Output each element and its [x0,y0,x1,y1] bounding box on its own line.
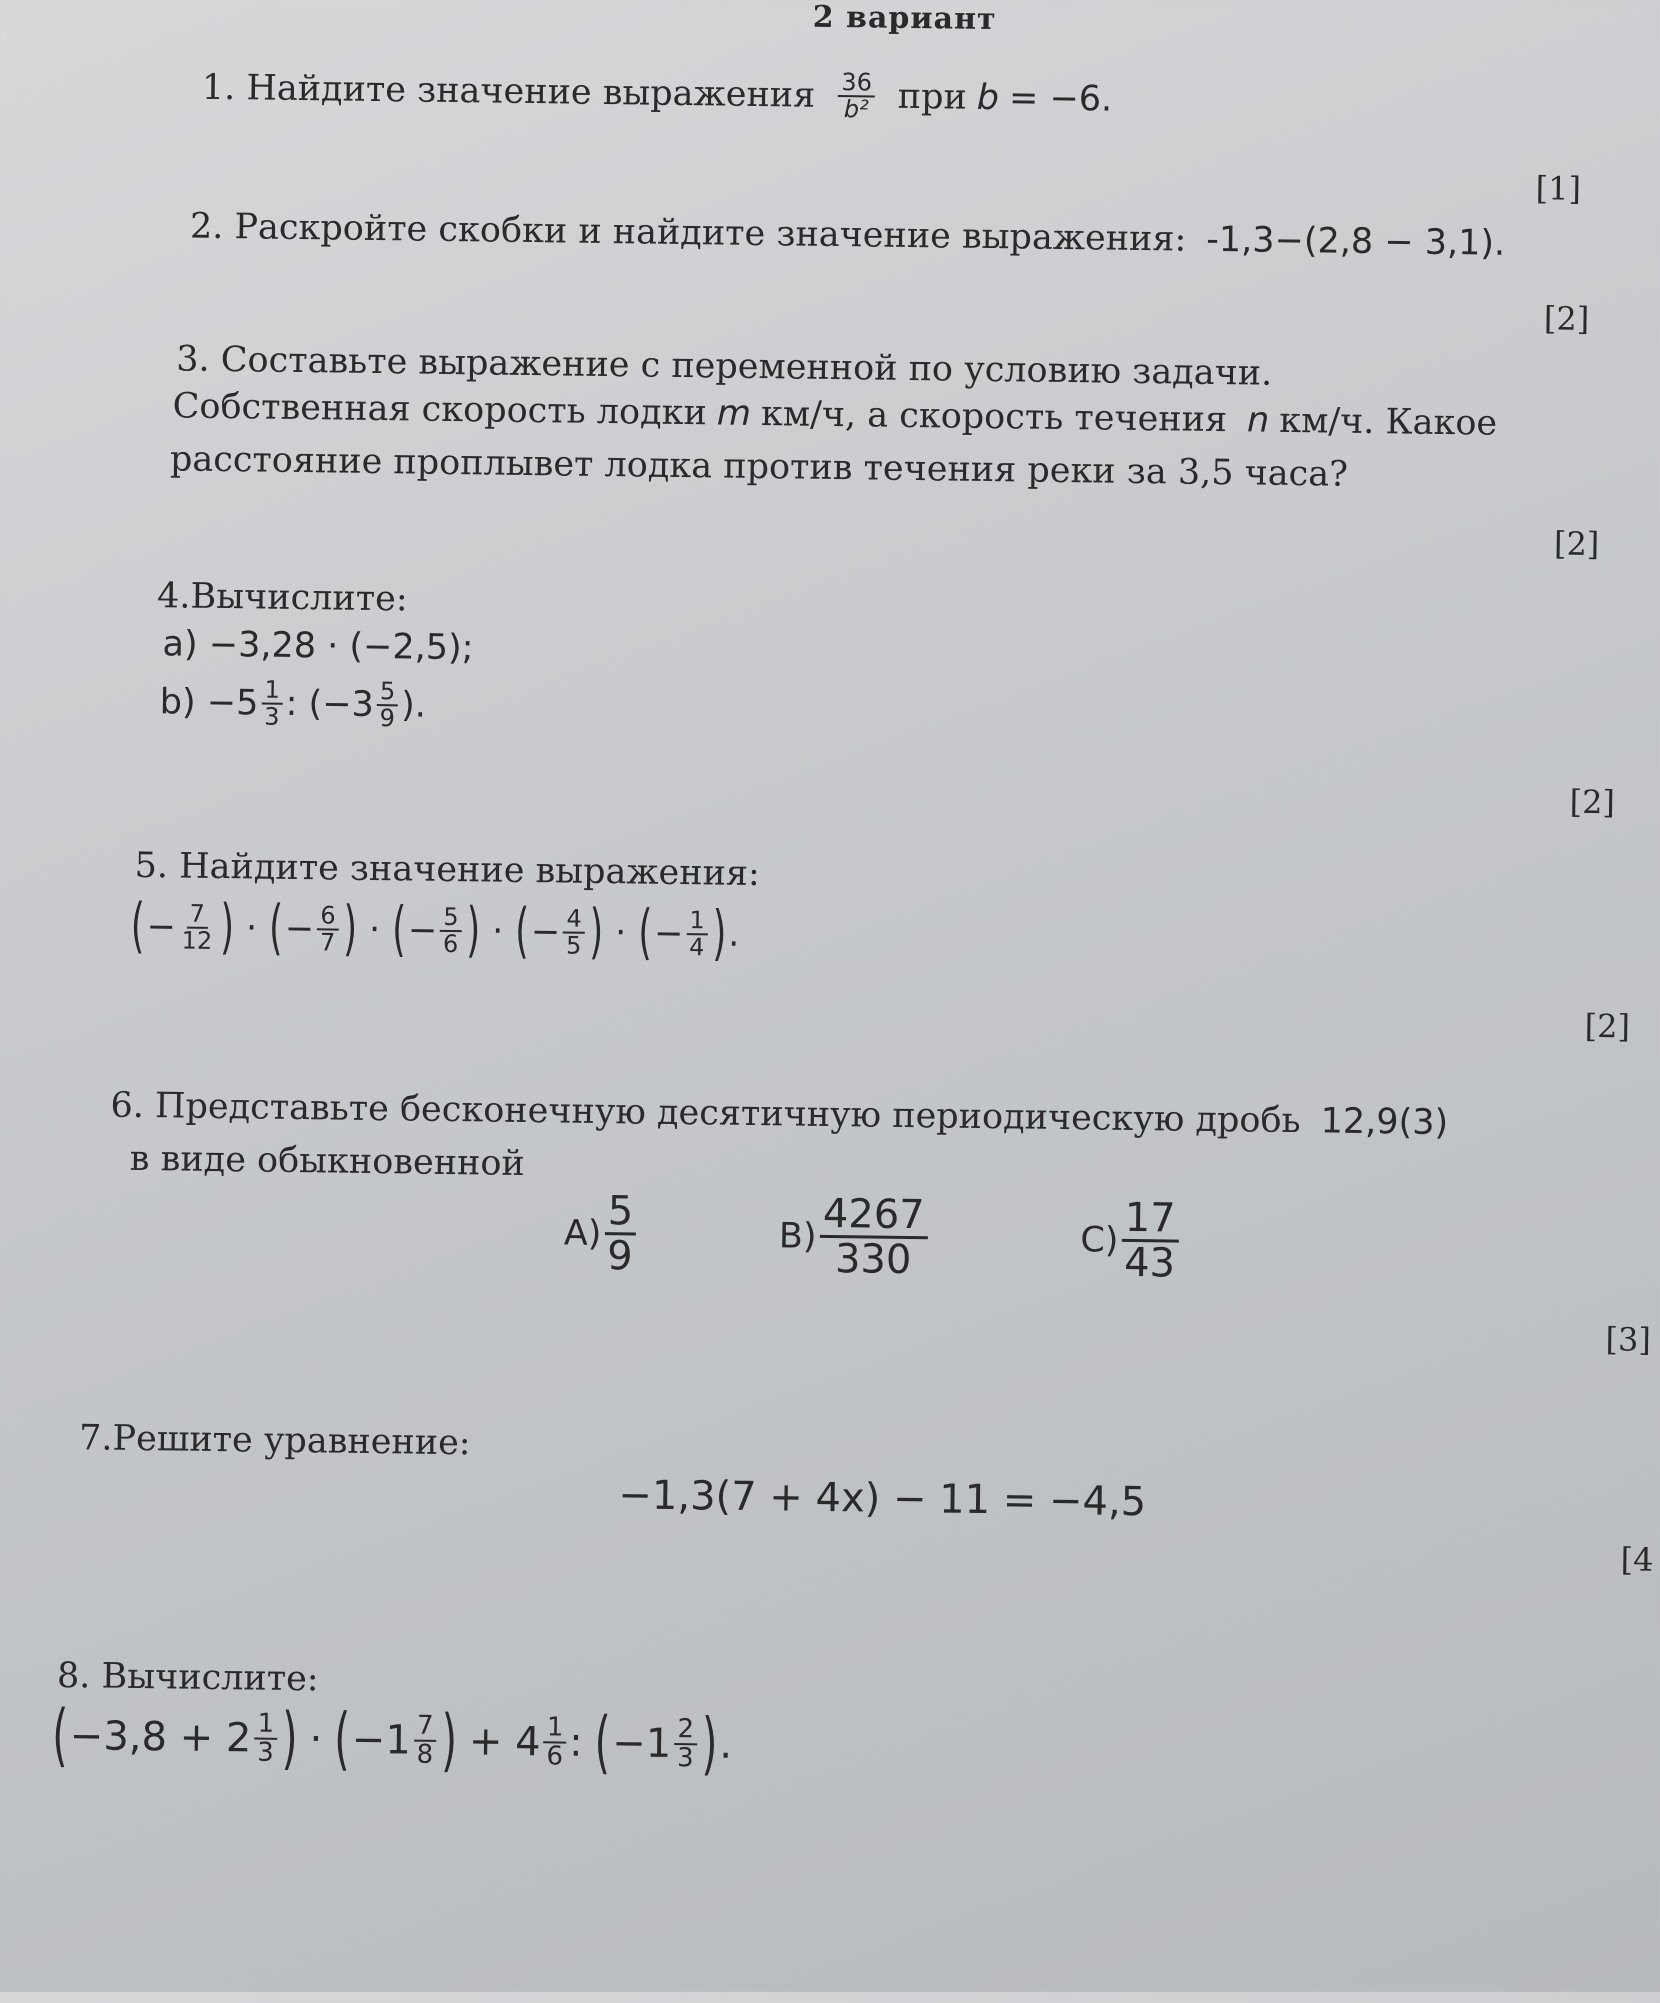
numerator: 5 [604,1190,636,1235]
question-1 [201,62,1112,126]
left-paren: ( [391,896,407,965]
question-6-score: [3] [1605,1320,1652,1359]
answer-option [1080,1194,1182,1287]
question-4-part-b: b) −5 $\frac{1}{3}$ : (−3 $\frac{5}{9}$ ). [159,675,427,733]
question-3-line-3: расстояние проплывет лодка против течения реки за 3,5 часа? [169,439,1349,495]
minus-sign: − [284,909,315,950]
fraction: $\frac{5}{9}$ [376,679,398,732]
denominator: 6 [442,930,459,959]
multiply-dot: · [368,910,381,951]
minus-sign: − [653,913,684,955]
question-5-score: [2] [1584,1006,1631,1046]
question-2 [190,207,1506,264]
question-4-title: 4.Вычислите: [156,576,408,620]
denominator: 5 [565,931,582,960]
periodic-decimal: 12,9(3) [1320,1101,1449,1144]
question-8-expression: ( −3,8 + 2 $\frac{1}{3}$ ) · ( −1 $\frac{7}{8}$ ) + 4 $\frac{1}{6}$ : ( −1 $\frac{2}{3}$ ) . [51,1697,733,1784]
question-4-part-a: a) −3,28 · (−2,5); [162,624,474,669]
question-6-line-2: в виде обыкновенной [129,1138,526,1185]
fraction: $\frac{2}{3}$ [674,1716,697,1773]
question-1-text: 1. Найдите значение выражения [201,67,816,116]
right-paren: ) [589,899,604,968]
question-1-when: при [897,76,968,118]
answer-option [563,1190,639,1278]
question-6-options [563,1190,1182,1285]
question-2-text: 2. Раскройте скобки и найдите значение выражения: [189,206,1187,260]
question-3-line-1: 3. Составьте выражение с переменной по условию задачи. [176,339,1273,394]
fraction [317,903,339,956]
right-paren: ) [712,900,727,969]
numerator: 1 [686,908,708,935]
denominator: 4 [688,933,705,962]
denominator: 330 [834,1236,912,1284]
fraction [178,901,215,954]
right-paren: ) [342,895,358,964]
variable-n: n [1246,400,1270,441]
fraction: $\frac{1}{3}$ [261,678,283,731]
denominator: 9 [606,1233,633,1280]
numerator: 5 [440,905,462,932]
left-paren: ( [514,898,530,967]
question-7-equation: −1,3(7 + 4x) − 11 = −4,5 [618,1472,1147,1526]
question-5-expression [129,893,740,969]
variant-title: 2 вариант [812,0,997,38]
factor [513,898,606,968]
denominator: 43 [1123,1239,1176,1287]
option-fraction [604,1188,637,1280]
option-fraction [819,1190,928,1284]
multiply-dot: · [491,911,504,952]
question-3-line-2: Собственная скорость лодки m км/ч, а скорость течения n км/ч. Какое [172,386,1498,444]
multiply-dot: · [245,908,258,949]
left-paren: ( [130,893,145,962]
denominator: 7 [319,928,336,957]
fraction: $\frac{7}{8}$ [413,1713,436,1770]
factor [267,894,360,964]
fraction [440,902,462,959]
question-1-condition: = −6. [1008,78,1113,120]
question-2-expression: -1,3−(2,8 − 3,1). [1205,219,1506,264]
question-8-title: 8. Вычислите: [56,1655,319,1700]
fraction: $\frac{1}{3}$ [254,1711,277,1768]
option-label: C) [1080,1219,1119,1261]
minus-sign: − [530,912,561,953]
period: . [727,914,740,955]
question-5-title: 5. Найдите значение выражения: [134,845,761,895]
left-paren: ( [268,894,284,964]
option-fraction [1121,1194,1179,1287]
question-2-score: [2] [1543,299,1590,338]
numerator: 4267 [820,1193,928,1239]
minus-sign: − [407,910,438,952]
question-7-title: 7.Решите уравнение: [78,1418,471,1464]
factor [129,893,237,963]
left-paren: ( [637,899,653,968]
option-label: B) [778,1215,817,1257]
question-1-variable: b [976,78,1000,119]
question-1-score: [1] [1535,169,1582,208]
right-paren: ) [219,894,235,963]
multiply-dot: · [614,913,627,954]
right-paren: ) [466,897,481,966]
denominator: 12 [181,926,213,956]
factor [390,896,483,966]
answer-option [778,1190,931,1284]
question-1-fraction: $\frac{36}{\text{b²}}$ [838,70,875,123]
question-3-score: [2] [1553,524,1600,564]
factor [636,899,729,969]
question-6-line-1: 6. Представьте бесконечную десятичную периодическую дробь 12,9(3) [110,1085,1449,1144]
numerator: 7 [186,902,208,929]
numerator: 6 [317,903,339,930]
numerator: 17 [1121,1197,1178,1243]
question-4-score: [2] [1569,782,1616,822]
fraction: $\frac{1}{6}$ [543,1714,566,1771]
minus-sign: − [146,907,177,948]
numerator: 4 [563,907,585,934]
variable-m: m [716,393,752,434]
fraction [686,908,708,961]
question-7-score: [4 [1620,1540,1654,1579]
fraction [563,904,585,960]
option-label: A) [563,1213,602,1254]
